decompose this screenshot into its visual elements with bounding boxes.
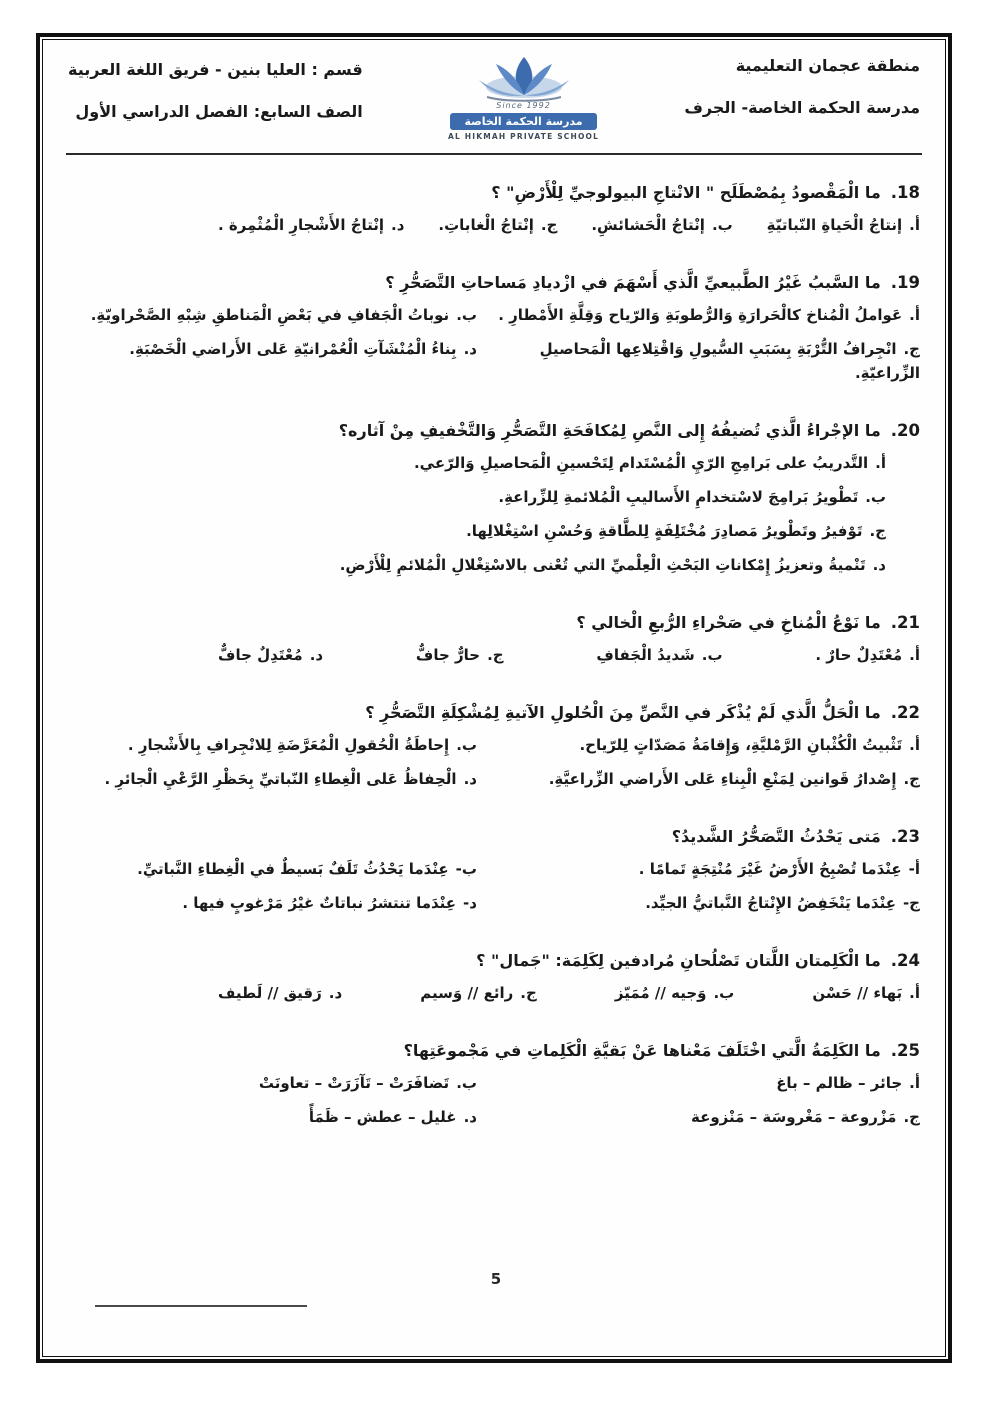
options-row bbox=[68, 643, 920, 667]
option-label: ب- bbox=[455, 860, 477, 878]
option-text: حارٌّ جافٌّ bbox=[415, 646, 481, 664]
question-number: 22. bbox=[890, 703, 920, 722]
option-label: ج. bbox=[903, 770, 920, 788]
option-text: مُعْتَدِلٌ حارٌ . bbox=[815, 646, 903, 664]
answer-option bbox=[466, 522, 886, 540]
answer-option bbox=[477, 767, 920, 791]
question-block bbox=[68, 271, 920, 385]
page-number: 5 bbox=[490, 1270, 502, 1288]
question-text: ما الْحَلُّ الَّذي لَمْ يُذْكَر في النَّصِّ مِنَ الْحُلولِ الآتيةِ لِمُشْكِلَةِ التَّصَحُّرِ ؟ bbox=[365, 703, 881, 722]
answer-option bbox=[68, 891, 477, 915]
answer-option bbox=[420, 981, 537, 1005]
options-row bbox=[68, 485, 920, 509]
options-row bbox=[68, 891, 920, 915]
option-text: مُعْتَدِلٌ جافٌّ bbox=[218, 646, 303, 664]
option-text: إنْتاجُ الْحَشائشِ. bbox=[591, 216, 705, 234]
question-block bbox=[68, 825, 920, 915]
header-left-block bbox=[68, 55, 363, 144]
option-text: تَطْويرُ بَرامِجَ لاسْتخدامِ الأَساليبِ الْمُلائمةِ لِلزِّراعةِ. bbox=[498, 488, 859, 506]
option-text: الْحِفاظُ عَلى الْغِطاءِ النّباتيِّ بِحَظْرِ الرَّعْيِ الْجائرِ . bbox=[104, 770, 457, 788]
question-head bbox=[68, 181, 920, 205]
answer-option bbox=[477, 857, 920, 881]
question-text: مَتى يَحْدُثُ التَّصَحُّرُ الشَّديدُ؟ bbox=[671, 827, 881, 846]
option-text: التَّدريبُ على بَرامِجِ الرّيِ الْمُسْتَدام لِتَحْسينِ الْمَحاصيلِ وَالرّعي. bbox=[413, 454, 869, 472]
answer-option bbox=[68, 337, 477, 385]
answer-option bbox=[340, 556, 886, 574]
option-label: ج. bbox=[487, 646, 504, 664]
page-border-frame bbox=[36, 33, 952, 1363]
question-block bbox=[68, 1039, 920, 1129]
option-text: رائع // وَسيم bbox=[420, 984, 514, 1002]
question-text: ما نَوْعُ الْمُناخِ في صَحْراءِ الرُّبعِ الْخالي ؟ bbox=[576, 613, 881, 632]
question-block bbox=[68, 181, 920, 237]
questions-list bbox=[66, 155, 922, 1129]
answer-option bbox=[591, 213, 732, 237]
question-text: ما الْمَقْصودُ بِمُصْطَلَح " الانْتاجِ البيولوجيِّ لِلْأَرْضِ" ؟ bbox=[491, 183, 881, 202]
option-label: أ. bbox=[909, 306, 920, 324]
option-text: عِنْدَما تُصْبِحُ الأَرْضُ غَيْرَ مُنْتِجَةٍ تَمامًا . bbox=[638, 860, 902, 878]
option-text: إنتاجُ الْحَياةِ النّباتيّةِ bbox=[766, 216, 903, 234]
option-label: ب. bbox=[711, 216, 733, 234]
question-head bbox=[68, 419, 920, 443]
options-row bbox=[68, 519, 920, 543]
answer-option bbox=[438, 213, 557, 237]
option-text: إِصْدارُ قَوانين لِمَنْعِ الْبِناءِ عَلى الأَراضي الزِّراعيَّةِ. bbox=[548, 770, 897, 788]
answer-option bbox=[767, 213, 920, 237]
options-row bbox=[68, 767, 920, 791]
option-text: عِنْدَما يَنْخَفِضُ الإِنْتاجُ النَّباتيُّ الجيِّد. bbox=[645, 894, 896, 912]
footer-line bbox=[95, 1305, 307, 1307]
answer-option bbox=[596, 643, 722, 667]
option-text: وَجيه // مُمَيّز bbox=[614, 984, 707, 1002]
answer-option bbox=[477, 1071, 920, 1095]
options-row bbox=[68, 981, 920, 1005]
question-number: 19. bbox=[890, 273, 920, 292]
answer-option bbox=[477, 303, 920, 327]
answer-option bbox=[477, 337, 920, 385]
option-text: إِحاطَةُ الْحُقولِ الْمُعَرَّضَةِ لِلانْجِرافِ بِالأَشْجارِ . bbox=[127, 736, 450, 754]
question-text: ما الْكَلِمتان اللَّتان تَصْلُحانِ مُرادفين لِكَلِمَة: "جَمال" ؟ bbox=[476, 951, 881, 970]
question-number: 24. bbox=[890, 951, 920, 970]
option-label: ب. bbox=[865, 488, 886, 506]
option-text: جائر – ظالم – باغ bbox=[776, 1074, 903, 1092]
option-label: د. bbox=[463, 1108, 477, 1126]
option-label: أ. bbox=[909, 216, 920, 234]
option-label: ج. bbox=[540, 216, 558, 234]
answer-option bbox=[477, 733, 920, 757]
question-head bbox=[68, 1039, 920, 1063]
option-label: أ. bbox=[909, 1074, 920, 1092]
option-label: أ. bbox=[909, 736, 920, 754]
department-label: قسم : العليا بنين - فريق اللغة العربية bbox=[68, 60, 363, 79]
option-text: غليل – عطش – ظَمَأً bbox=[308, 1108, 457, 1126]
answer-option bbox=[498, 488, 886, 506]
question-number: 21. bbox=[890, 613, 920, 632]
question-block bbox=[68, 949, 920, 1005]
question-block bbox=[68, 611, 920, 667]
header-right-block bbox=[684, 55, 920, 140]
school-logo bbox=[419, 51, 629, 141]
options-row bbox=[68, 1105, 920, 1129]
option-text: بِناءُ الْمُنْشَآتِ الْعُمْرانيّةِ عَلى الأَراضي الْخَصْبَةِ. bbox=[129, 340, 457, 358]
option-text: عَواملُ الْمُناخ كالْحَرارَةِ وَالرُّطوبَةِ وَالرّياح وَقِلَّةِ الأَمْطارِ . bbox=[498, 306, 903, 324]
answer-option bbox=[68, 1071, 477, 1095]
answer-option bbox=[68, 1105, 477, 1129]
option-label: ب. bbox=[456, 306, 477, 324]
answer-option bbox=[68, 857, 477, 881]
option-text: مَزْروعة – مَغْروسَة – مَنْزوعة bbox=[691, 1108, 897, 1126]
question-text: ما الإجْراءُ الَّذي تُضيفُهُ إِلى النَّصِ لِمُكافَحَةِ التَّصَحُّرِ وَالتَّخْفيفِ مِنْ آثاره؟ bbox=[338, 421, 881, 440]
option-label: د. bbox=[309, 646, 324, 664]
question-block bbox=[68, 701, 920, 791]
answer-option bbox=[416, 643, 504, 667]
page-header bbox=[66, 37, 922, 155]
answer-option bbox=[477, 1105, 920, 1129]
school-name-label: مدرسة الحكمة الخاصة- الجرف bbox=[684, 98, 920, 118]
option-text: انْجِرافُ التُّرْبَةِ بِسَبَبِ السُّيولِ وَاقْتِلاعِها الْمَحاصيلِ الزِّراعيّةِ. bbox=[539, 340, 920, 382]
question-number: 23. bbox=[890, 827, 920, 846]
option-text: رَقيق // لَطيف bbox=[218, 984, 322, 1002]
question-head bbox=[68, 949, 920, 973]
question-number: 18. bbox=[890, 183, 920, 202]
answer-option bbox=[68, 303, 477, 327]
answer-option bbox=[812, 981, 920, 1005]
answer-option bbox=[414, 454, 886, 472]
question-text: ما الكَلِمَةُ الَّتي اخْتَلَفَ مَعْناها عَنْ بَقيَّةِ الْكَلِماتِ في مَجْموعَتِها؟ bbox=[403, 1041, 881, 1060]
question-head bbox=[68, 825, 920, 849]
page-content bbox=[40, 37, 948, 1129]
option-label: ب. bbox=[456, 1074, 477, 1092]
answer-option bbox=[477, 891, 920, 915]
option-label: ج. bbox=[903, 340, 920, 358]
question-head bbox=[68, 611, 920, 635]
answer-option bbox=[218, 213, 404, 237]
option-label: د. bbox=[328, 984, 343, 1002]
question-head bbox=[68, 271, 920, 295]
option-label: د. bbox=[463, 340, 477, 358]
options-row bbox=[68, 337, 920, 385]
option-label: ج. bbox=[520, 984, 537, 1002]
question-text: ما السَّببُ غَيْرُ الطَّبيعيِّ الَّذي أَسْهَمَ في ازْديادِ مَساحاتِ التَّصَحُّرِ ؟ bbox=[385, 273, 881, 292]
question-number: 25. bbox=[890, 1041, 920, 1060]
option-label: أ. bbox=[909, 646, 920, 664]
options-row bbox=[68, 857, 920, 881]
option-label: أ. bbox=[875, 454, 886, 472]
options-row bbox=[68, 451, 920, 475]
option-label: د- bbox=[463, 894, 477, 912]
option-label: أ- bbox=[908, 860, 920, 878]
option-label: د. bbox=[463, 770, 477, 788]
logo-english-name: AL HIKMAH PRIVATE SCHOOL bbox=[447, 132, 600, 141]
option-text: عِنْدَما يَحْدُثُ تَلَفٌ بَسيطٌ في الْغِطاءِ النَّباتيِّ. bbox=[137, 860, 449, 878]
question-number: 20. bbox=[890, 421, 920, 440]
options-row bbox=[68, 733, 920, 757]
option-label: ب. bbox=[713, 984, 735, 1002]
answer-option bbox=[218, 981, 342, 1005]
edu-zone-label: منطقة عجمان التعليمية bbox=[735, 56, 920, 75]
option-label: ج. bbox=[903, 1108, 920, 1126]
option-label: ب. bbox=[701, 646, 723, 664]
answer-option bbox=[68, 767, 477, 791]
option-label: د. bbox=[391, 216, 405, 234]
options-row bbox=[68, 553, 920, 577]
option-text: عِنْدَما تنتشرُ نباتاتٌ غيْرُ مَرْغوبٍ فيها . bbox=[182, 894, 457, 912]
option-text: إنْتاجُ الْغاباتِ. bbox=[438, 216, 534, 234]
grade-term-label: الصف السابع: الفصل الدراسي الأول bbox=[75, 102, 363, 122]
option-text: تَنْميةُ وتعزيزُ إِمْكاناتِ البَحْثِ الْعِلْميِّ التي تُعْنى بالاسْتِغْلالِ الْمُلائمِ لِلْأَرْضِ. bbox=[339, 556, 866, 574]
option-label: د. bbox=[872, 556, 886, 574]
question-head bbox=[68, 701, 920, 725]
answer-option bbox=[615, 981, 734, 1005]
options-row bbox=[68, 303, 920, 327]
logo-since-text: Since 1992 bbox=[496, 101, 551, 110]
option-label: ب. bbox=[456, 736, 477, 754]
logo-arabic-name: مدرسة الحكمة الخاصة bbox=[450, 113, 596, 130]
option-label: ج. bbox=[869, 522, 886, 540]
option-text: تَضافَرَتْ – تَآزَرَتْ – تعاونَتْ bbox=[258, 1074, 450, 1092]
option-text: إنْتاجُ الأَشْجارِ الْمُثْمِرة . bbox=[218, 216, 385, 234]
option-text: شَديدُ الْجَفافِ bbox=[596, 646, 695, 664]
option-text: تَثْبيتُ الْكُثْبانِ الرَّمْليَّةِ، وَإِقامَةُ مَصَدّاتٍ لِلرّياح. bbox=[579, 736, 903, 754]
option-text: نوباتُ الْجَفافِ في بَعْضِ الْمَناطقِ شِبْهِ الصَّحْراويّةِ. bbox=[90, 306, 450, 324]
option-text: تَوْفيرُ وتَطْويرُ مَصادِرَ مُخْتَلِفَةٍ لِلطَّاقةِ وَحُسْنِ اسْتِغْلالِها. bbox=[466, 522, 863, 540]
answer-option bbox=[218, 643, 323, 667]
logo-flower-icon bbox=[449, 51, 599, 107]
options-row bbox=[68, 213, 920, 237]
question-block bbox=[68, 419, 920, 577]
answer-option bbox=[815, 643, 920, 667]
answer-option bbox=[68, 733, 477, 757]
option-text: بَهاء // حَسْن bbox=[812, 984, 903, 1002]
options-row bbox=[68, 1071, 920, 1095]
option-label: أ. bbox=[909, 984, 920, 1002]
option-label: ج- bbox=[902, 894, 920, 912]
